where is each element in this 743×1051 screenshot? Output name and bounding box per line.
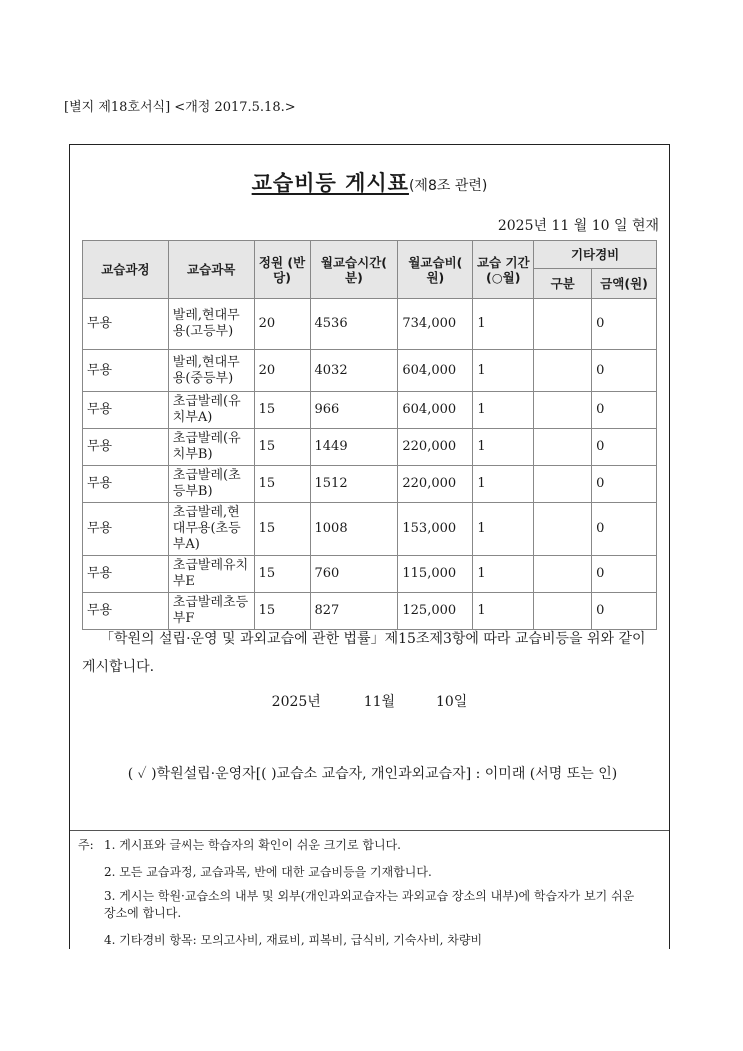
cell-amount: 0: [592, 556, 657, 593]
cell-fee: 220,000: [398, 429, 473, 466]
notice-text: 「학원의 설립·운영 및 과외교습에 관한 법률」제15조제3항에 따라 교습비등을 위와 같이 게시합니다.: [82, 631, 646, 675]
cell-category: [534, 593, 592, 630]
cell-minutes: 4032: [310, 350, 398, 392]
cell-category: [534, 466, 592, 503]
header-monthly-minutes: 월교습시간( 분): [310, 241, 398, 299]
table-row: [83, 466, 657, 503]
cell-fee: 734,000: [398, 299, 473, 350]
cell-period: 1: [473, 350, 534, 392]
cell-subject: 초급발레유치부E: [168, 556, 254, 593]
header-other-expenses: 기타경비: [534, 241, 657, 269]
header-amount: 금액(원): [592, 269, 657, 299]
cell-course: 무용: [83, 299, 169, 350]
cell-capacity: 15: [254, 503, 310, 556]
title-sub: (제8조 관련): [408, 178, 488, 194]
date-day: 10일: [435, 694, 468, 710]
cell-fee: 604,000: [398, 350, 473, 392]
cell-capacity: 15: [254, 392, 310, 429]
cell-fee: 125,000: [398, 593, 473, 630]
header-category: 구분: [534, 269, 592, 299]
form-label: [별지 제18호서식] <개정 2017.5.18.>: [64, 100, 296, 115]
cell-amount: 0: [592, 429, 657, 466]
note-item: 3. 게시는 학원·교습소의 내부 및 외부(개인과외교습자는 과외교습 장소의 내부)에 학습자가 보기 쉬운 장소에 합니다.: [104, 889, 635, 920]
cell-capacity: 15: [254, 466, 310, 503]
cell-fee: 220,000: [398, 466, 473, 503]
table-row: [83, 350, 657, 392]
table-row: [83, 556, 657, 593]
cell-period: 1: [473, 593, 534, 630]
cell-period: 1: [473, 503, 534, 556]
cell-subject: 발레,현대무용(중등부): [168, 350, 254, 392]
cell-category: [534, 556, 592, 593]
cell-course: 무용: [83, 593, 169, 630]
note-item: 1. 게시표와 글씨는 학습자의 확인이 쉬운 크기로 합니다.: [104, 838, 401, 852]
notes-section: [70, 830, 669, 949]
header-subject: 교습과목: [168, 241, 254, 299]
document-title: [70, 167, 669, 197]
table-row: [83, 392, 657, 429]
cell-course: 무용: [83, 466, 169, 503]
header-course: 교습과정: [83, 241, 169, 299]
cell-fee: 115,000: [398, 556, 473, 593]
cell-capacity: 15: [254, 593, 310, 630]
cell-minutes: 760: [310, 556, 398, 593]
cell-course: 무용: [83, 503, 169, 556]
date-month: 11월: [363, 694, 396, 710]
cell-category: [534, 503, 592, 556]
cell-amount: 0: [592, 392, 657, 429]
cell-subject: 발레,현대무용(고등부): [168, 299, 254, 350]
header-monthly-fee: 월교습비( 원): [398, 241, 473, 299]
cell-category: [534, 350, 592, 392]
signer-line: ( ✓ )학원설립·운영자[( )교습소 교습자, 개인과외교습자] : 이미래 (서명 또는 인): [127, 766, 618, 782]
cell-minutes: 1512: [310, 466, 398, 503]
cell-capacity: 15: [254, 429, 310, 466]
note-item: 4. 기타경비 항목: 모의고사비, 재료비, 피복비, 급식비, 기숙사비, 차량비: [104, 933, 483, 947]
cell-period: 1: [473, 466, 534, 503]
table-row: [83, 503, 657, 556]
posting-date: [70, 691, 669, 711]
cell-subject: 초급발레,현대무용(초등부A): [168, 503, 254, 556]
title-main: 교습비등 게시표: [251, 171, 409, 195]
cell-minutes: 1008: [310, 503, 398, 556]
cell-capacity: 15: [254, 556, 310, 593]
cell-fee: 604,000: [398, 392, 473, 429]
cell-minutes: 4536: [310, 299, 398, 350]
notes-prefix: 주:: [78, 838, 94, 852]
header-period: 교습 기간 (○월): [473, 241, 534, 299]
fee-table-body: [83, 299, 657, 630]
cell-category: [534, 429, 592, 466]
as-of-date: 2025년 11 월 10 일 현재: [497, 218, 659, 234]
cell-amount: 0: [592, 299, 657, 350]
cell-category: [534, 392, 592, 429]
cell-period: 1: [473, 429, 534, 466]
table-row: [83, 429, 657, 466]
cell-amount: 0: [592, 466, 657, 503]
cell-subject: 초급발레(초등부B): [168, 466, 254, 503]
cell-minutes: 1449: [310, 429, 398, 466]
table-row: [83, 593, 657, 630]
date-year: 2025년: [271, 694, 321, 710]
cell-subject: 초급발레(유치부A): [168, 392, 254, 429]
posting-form: [69, 144, 670, 949]
note-item: 2. 모든 교습과정, 교습과목, 반에 대한 교습비등을 기재합니다.: [104, 865, 432, 879]
header-capacity: 정원 (반당): [254, 241, 310, 299]
cell-fee: 153,000: [398, 503, 473, 556]
cell-amount: 0: [592, 593, 657, 630]
cell-capacity: 20: [254, 299, 310, 350]
cell-subject: 초급발레(유치부B): [168, 429, 254, 466]
cell-period: 1: [473, 556, 534, 593]
cell-amount: 0: [592, 350, 657, 392]
cell-course: 무용: [83, 556, 169, 593]
fee-table: [82, 240, 657, 630]
cell-amount: 0: [592, 503, 657, 556]
cell-subject: 초급발레초등부F: [168, 593, 254, 630]
cell-course: 무용: [83, 392, 169, 429]
table-row: [83, 299, 657, 350]
cell-period: 1: [473, 392, 534, 429]
cell-period: 1: [473, 299, 534, 350]
cell-course: 무용: [83, 350, 169, 392]
cell-minutes: 827: [310, 593, 398, 630]
cell-course: 무용: [83, 429, 169, 466]
cell-minutes: 966: [310, 392, 398, 429]
cell-capacity: 20: [254, 350, 310, 392]
cell-category: [534, 299, 592, 350]
